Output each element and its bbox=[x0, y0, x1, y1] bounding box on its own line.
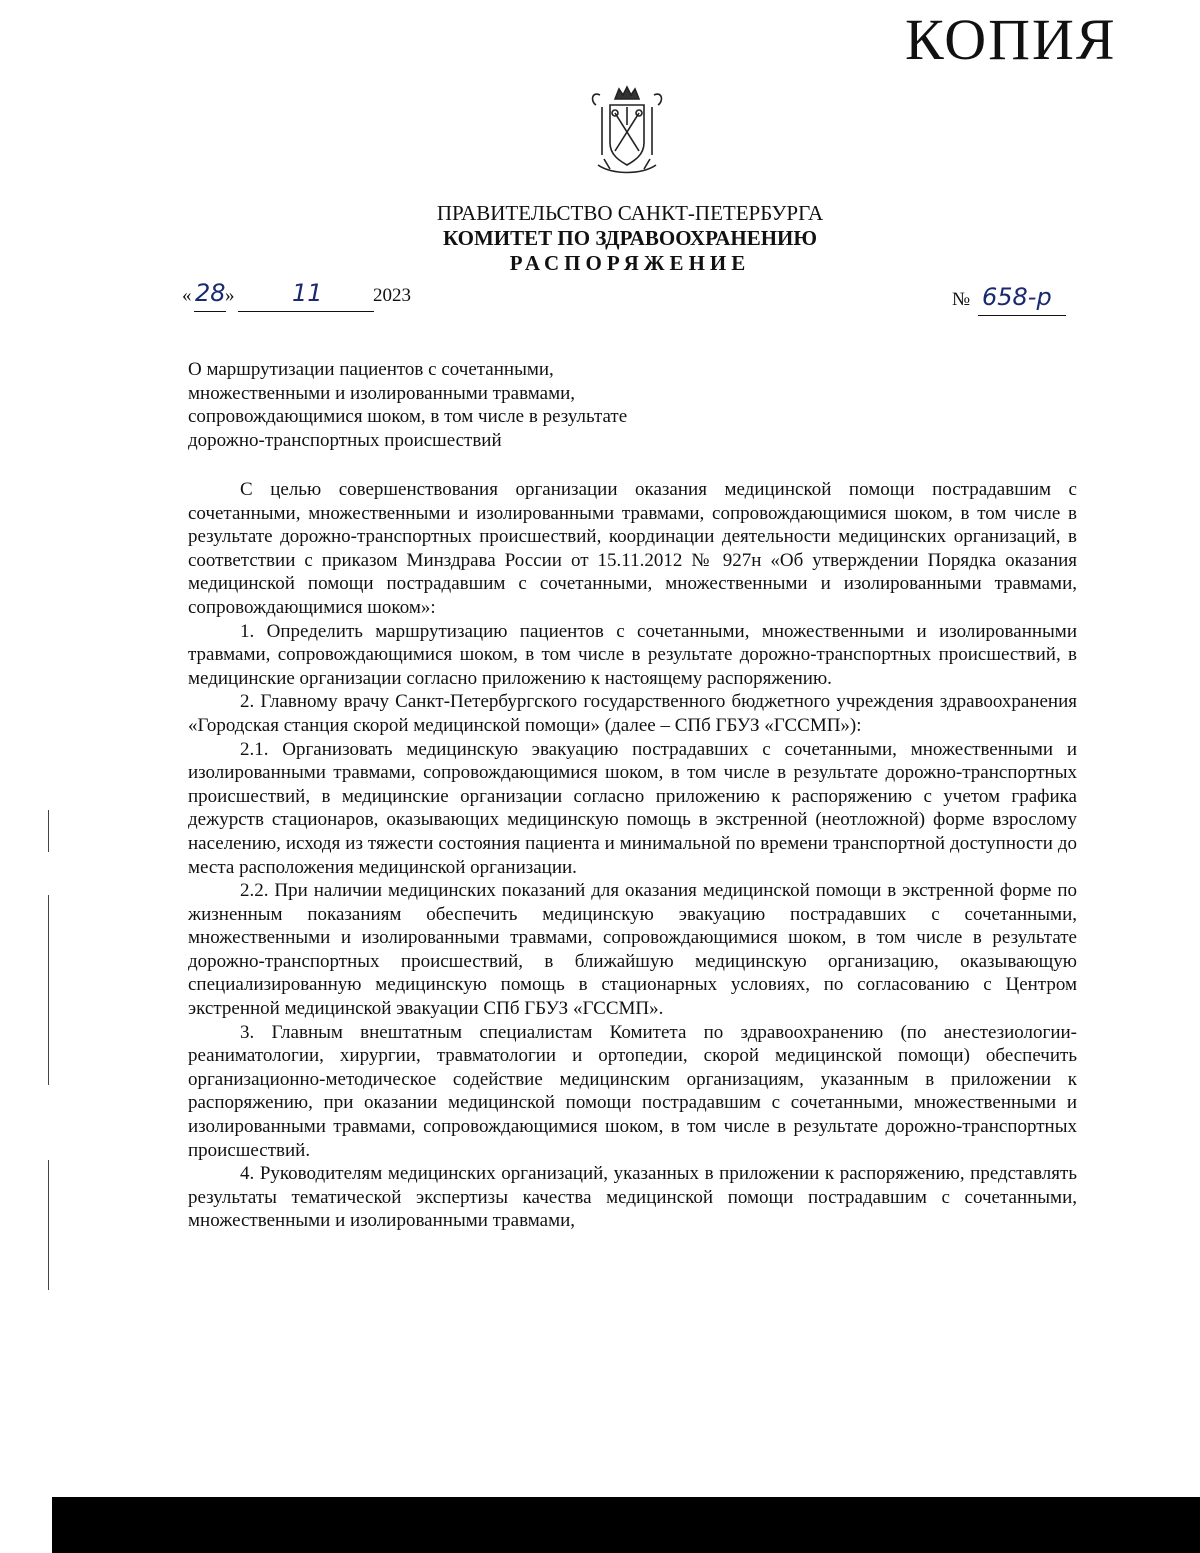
clause-2-1: 2.1. Организовать медицинскую эвакуацию пострадавших с сочетанными, множественными и изолированными травмами, сопровождающимися шоком, в том числе в результате дорожно-транспортных происшествий, в медицинские организации согласно приложению к распоряжению с учетом графика дежурств стационаров, оказывающих медицинскую помощь в экстренной (неотложной) форме взрослому населению, исходя из тяжести состояния пациента и минимальной по времени транспортной доступности до места расположения медицинской организации. bbox=[188, 738, 1077, 878]
document-subject bbox=[188, 358, 748, 452]
date-open-quote: « bbox=[182, 285, 192, 306]
scan-margin-mark bbox=[48, 810, 49, 852]
subject-line: множественными и изолированными травмами, bbox=[188, 382, 576, 404]
clause-3: 3. Главным внештатным специалистам Комитета по здравоохранению (по анестезиологии-реаниматологии, хирургии, травматологии и ортопедии, скорой медицинской помощи) обеспечить организационно-методическое содействие медицинским организациям, указанным в приложении к распоряжению, при оказании медицинской помощи пострадавшим с сочетанными, множественными и изолированными травмами, сопровождающимися шоком, в том числе в результате дорожно-транспортных происшествий. bbox=[188, 1021, 1077, 1161]
date-day: 28 bbox=[195, 279, 226, 307]
date-number-row bbox=[182, 279, 1082, 315]
day-underline bbox=[194, 289, 226, 312]
subject-line: дорожно-транспортных происшествий bbox=[188, 429, 502, 451]
number-label: № bbox=[952, 289, 971, 310]
scan-margin-mark bbox=[48, 1160, 49, 1290]
scan-bottom-edge bbox=[52, 1497, 1200, 1553]
preamble-paragraph: С целью совершенствования организации оказания медицинской помощи пострадавшим с сочетанными, множественными и изолированными травмами, сопровождающимися шоком, в том числе в результате дорожно-транспортных происшествий, координации деятельности медицинских организаций, в соответствии с приказом Минздрава России от 15.11.2012 № 927н «Об утверждении Порядка оказания медицинской помощи пострадавшим с сочетанными, множественными и изолированными травмами, сопровождающимися шоком»: bbox=[188, 479, 1077, 618]
subject-line: сопровождающимися шоком, в том числе в результате bbox=[188, 406, 628, 427]
subject-line: О маршрутизации пациентов с сочетанными, bbox=[188, 359, 554, 380]
date-year: 2023 bbox=[373, 285, 411, 306]
copy-stamp: КОПИЯ bbox=[905, 7, 1117, 72]
clause-1: 1. Определить маршрутизацию пациентов с сочетанными, множественными и изолированными травмами, сопровождающимися шоком, в том числе в результате дорожно-транспортных происшествий, в медицинские организации согласно приложению к настоящему распоряжению. bbox=[188, 620, 1077, 689]
document-body bbox=[188, 478, 1077, 1233]
coat-of-arms-icon bbox=[588, 85, 666, 177]
date-month: 11 bbox=[292, 279, 323, 307]
date-close-quote: » bbox=[225, 285, 235, 306]
clause-2: 2. Главному врачу Санкт-Петербургского государственного бюджетного учреждения здравоохранения «Городская станция скорой медицинской помощи» (далее – СПб ГБУЗ «ГССМП»): bbox=[188, 691, 1077, 736]
government-title: ПРАВИТЕЛЬСТВО САНКТ-ПЕТЕРБУРГА bbox=[436, 201, 824, 225]
committee-title: КОМИТЕТ ПО ЗДРАВООХРАНЕНИЮ bbox=[442, 226, 818, 250]
scan-margin-mark bbox=[48, 895, 49, 1085]
clause-2-2: 2.2. При наличии медицинских показаний для оказания медицинской помощи в экстренной форме по жизненным показаниям обеспечить медицинскую эвакуацию пострадавших с сочетанными, множественными и изолированными травмами, сопровождающимися шоком, в том числе в результате дорожно-транспортных происшествий, в ближайшую медицинскую организацию, оказывающую специализированную медицинскую помощь в стационарных условиях, по согласованию с Центром экстренной медицинской эвакуации СПб ГБУЗ «ГССМП». bbox=[188, 880, 1077, 1020]
document-number: 658-р bbox=[982, 283, 1052, 311]
clause-4: 4. Руководителям медицинских организаций, указанных в приложении к распоряжению, представлять результаты тематической экспертизы качества медицинской помощи пострадавшим с сочетанными, множественными и изолированными травмами, bbox=[188, 1163, 1077, 1232]
document-type: РАСПОРЯЖЕНИЕ bbox=[509, 251, 751, 275]
